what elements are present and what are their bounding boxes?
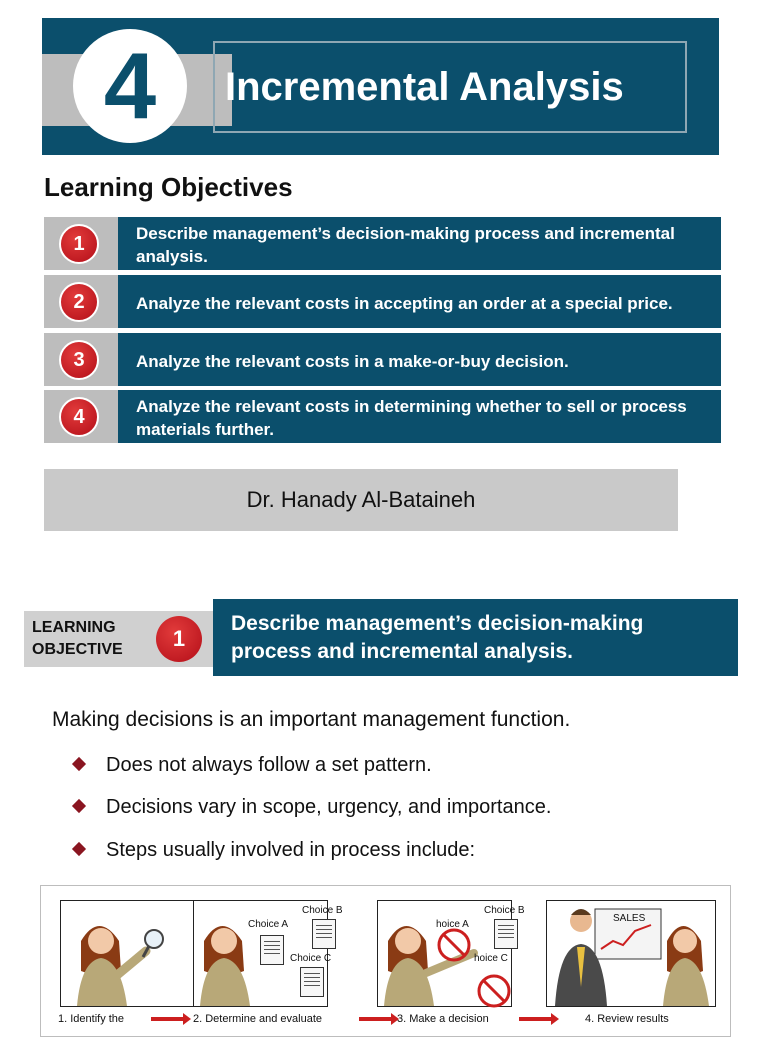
sales-sign-label: SALES bbox=[613, 913, 646, 924]
choice-b-label: Choice B bbox=[484, 905, 525, 916]
document-icon bbox=[260, 935, 284, 965]
chapter-number: 4 bbox=[73, 29, 187, 143]
step-arrow-icon bbox=[359, 1017, 393, 1021]
bullet-item bbox=[74, 754, 432, 777]
objective-text bbox=[118, 275, 721, 328]
objective-text bbox=[118, 333, 721, 386]
label-line-2: OBJECTIVE bbox=[32, 641, 123, 658]
document-icon bbox=[300, 967, 324, 997]
chapter-title bbox=[213, 41, 687, 133]
learning-objectives-heading: Learning Objectives bbox=[44, 172, 293, 202]
author-name: Dr. Hanady Al-Bataineh bbox=[246, 487, 476, 512]
author-bar bbox=[44, 469, 678, 531]
objective-text-2: Analyze the relevant costs in accepting an order at a special price. bbox=[136, 293, 673, 313]
chapter-banner bbox=[42, 18, 719, 155]
objective-number-badge: 4 bbox=[59, 397, 99, 437]
diamond-bullet-icon bbox=[72, 799, 86, 813]
document-icon bbox=[312, 919, 336, 949]
diamond-bullet-icon bbox=[72, 842, 86, 856]
objective-header-text: Describe management’s decision-making process and incremental analysis. bbox=[213, 599, 738, 676]
objective-row-4 bbox=[44, 390, 721, 443]
document-icon bbox=[494, 919, 518, 949]
intro-text: Making decisions is an important management function. bbox=[52, 708, 571, 731]
learning-objective-label-text bbox=[32, 617, 123, 661]
objective-text bbox=[118, 217, 721, 270]
choice-c-label: hoice C bbox=[474, 953, 508, 964]
chapter-title-text: Incremental Analysis bbox=[225, 64, 624, 109]
objective-text-3: Analyze the relevant costs in a make-or-buy decision. bbox=[136, 351, 569, 371]
objective-row-1 bbox=[44, 217, 721, 270]
step-arrow-icon bbox=[151, 1017, 185, 1021]
decision-steps-illustration bbox=[40, 885, 731, 1037]
bullet-text: Decisions vary in scope, urgency, and importance. bbox=[106, 796, 552, 818]
bullet-text: Steps usually involved in process include: bbox=[106, 839, 476, 861]
step-label-4: 4. Review results bbox=[585, 1013, 669, 1025]
step-arrow-icon bbox=[519, 1017, 553, 1021]
choice-a-label: Choice A bbox=[248, 919, 289, 930]
step-panel-1 bbox=[60, 900, 195, 1007]
step-label-2: 2. Determine and evaluate bbox=[193, 1013, 323, 1025]
step-panel-4 bbox=[546, 900, 716, 1007]
learning-objective-label bbox=[24, 611, 214, 667]
step-panel-2 bbox=[193, 900, 343, 1007]
objective-text-4: Analyze the relevant costs in determining whether to sell or process materials further. bbox=[136, 397, 687, 439]
step-label-1: 1. Identify the bbox=[58, 1013, 125, 1025]
objective-row-3 bbox=[44, 333, 721, 386]
objective-number-badge: 1 bbox=[59, 224, 99, 264]
objective-text bbox=[118, 390, 721, 443]
step-label-3: 3. Make a decision bbox=[397, 1013, 489, 1025]
bullet-item bbox=[74, 796, 551, 819]
choice-a-label: hoice A bbox=[436, 919, 469, 930]
label-line-1: LEARNING bbox=[32, 619, 116, 636]
step-panel-3 bbox=[377, 900, 525, 1007]
objective-number-badge: 2 bbox=[59, 282, 99, 322]
diamond-bullet-icon bbox=[72, 757, 86, 771]
woman-magnifier-illustration bbox=[61, 901, 194, 1006]
choice-b-label: Choice B bbox=[302, 905, 343, 916]
objective-text-1: Describe management’s decision-making process and incremental analysis. bbox=[136, 224, 675, 266]
bullet-text: Does not always follow a set pattern. bbox=[106, 754, 432, 776]
bullet-item bbox=[74, 839, 475, 862]
choice-c-label: Choice C bbox=[290, 953, 332, 964]
objective-row-2 bbox=[44, 275, 721, 328]
objective-number-badge: 1 bbox=[156, 616, 202, 662]
objective-number-badge: 3 bbox=[59, 340, 99, 380]
